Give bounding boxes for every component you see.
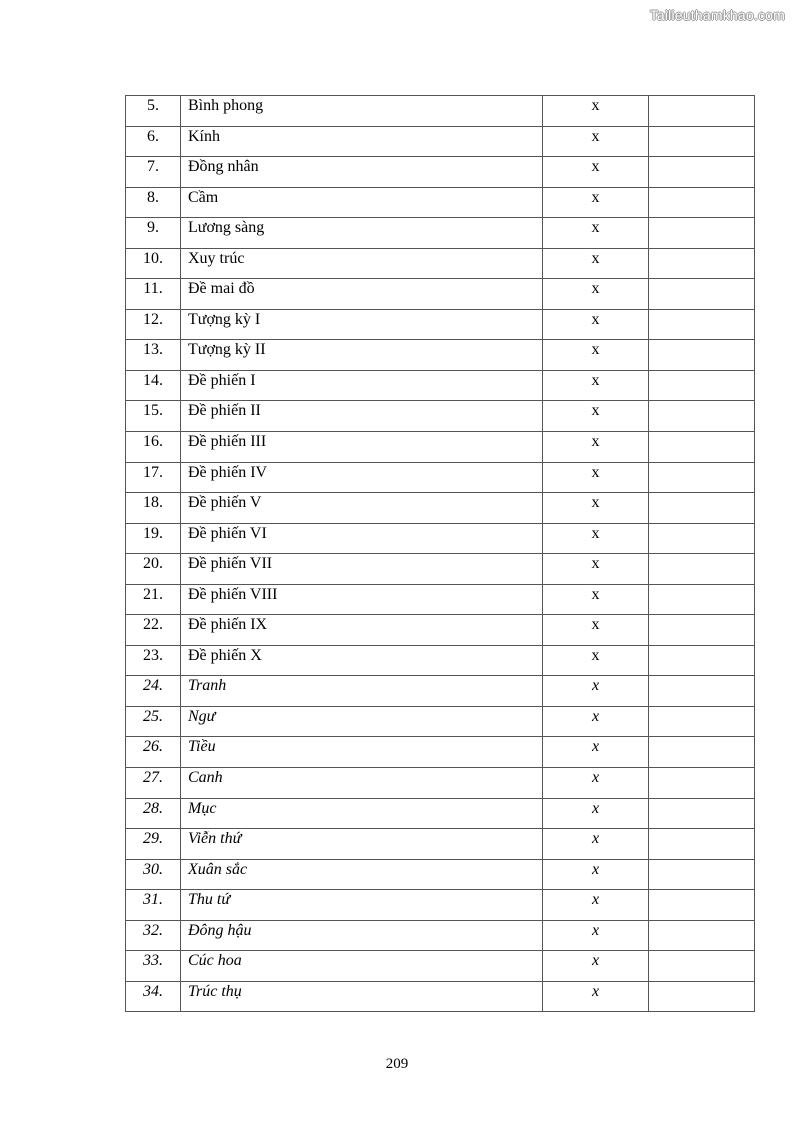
row-name: Cầm bbox=[181, 187, 543, 218]
row-name: Đề phiến VI bbox=[181, 523, 543, 554]
row-mark: x bbox=[543, 615, 649, 646]
row-name: Đề mai đồ bbox=[181, 279, 543, 310]
row-number: 6. bbox=[126, 126, 181, 157]
row-number: 28. bbox=[126, 798, 181, 829]
row-extra bbox=[649, 523, 755, 554]
row-mark: x bbox=[543, 920, 649, 951]
table-row bbox=[126, 859, 755, 890]
table-row bbox=[126, 981, 755, 1012]
table-row bbox=[126, 768, 755, 799]
table-row bbox=[126, 462, 755, 493]
row-extra bbox=[649, 309, 755, 340]
row-extra bbox=[649, 401, 755, 432]
row-extra bbox=[649, 370, 755, 401]
row-mark: x bbox=[543, 401, 649, 432]
row-number: 10. bbox=[126, 248, 181, 279]
row-mark: x bbox=[543, 981, 649, 1012]
row-mark: x bbox=[543, 798, 649, 829]
row-mark: x bbox=[543, 890, 649, 921]
row-name: Tượng kỳ I bbox=[181, 309, 543, 340]
row-extra bbox=[649, 890, 755, 921]
table-row bbox=[126, 309, 755, 340]
row-name: Đề phiến X bbox=[181, 645, 543, 676]
row-extra bbox=[649, 554, 755, 585]
row-extra bbox=[649, 859, 755, 890]
row-extra bbox=[649, 951, 755, 982]
row-mark: x bbox=[543, 493, 649, 524]
row-number: 29. bbox=[126, 829, 181, 860]
row-mark: x bbox=[543, 187, 649, 218]
row-extra bbox=[649, 737, 755, 768]
row-extra bbox=[649, 218, 755, 249]
row-number: 13. bbox=[126, 340, 181, 371]
row-name: Bình phong bbox=[181, 96, 543, 127]
table-row bbox=[126, 279, 755, 310]
row-number: 18. bbox=[126, 493, 181, 524]
row-name: Canh bbox=[181, 768, 543, 799]
row-name: Đề phiến V bbox=[181, 493, 543, 524]
row-mark: x bbox=[543, 706, 649, 737]
row-extra bbox=[649, 981, 755, 1012]
row-number: 25. bbox=[126, 706, 181, 737]
row-number: 11. bbox=[126, 279, 181, 310]
row-name: Cúc hoa bbox=[181, 951, 543, 982]
table-row bbox=[126, 676, 755, 707]
row-number: 19. bbox=[126, 523, 181, 554]
row-mark: x bbox=[543, 309, 649, 340]
table-row bbox=[126, 432, 755, 463]
row-mark: x bbox=[543, 340, 649, 371]
table-row bbox=[126, 96, 755, 127]
row-name: Viễn thứ bbox=[181, 829, 543, 860]
row-name: Kính bbox=[181, 126, 543, 157]
row-extra bbox=[649, 676, 755, 707]
row-extra bbox=[649, 493, 755, 524]
table-row bbox=[126, 523, 755, 554]
row-extra bbox=[649, 615, 755, 646]
row-extra bbox=[649, 126, 755, 157]
row-number: 5. bbox=[126, 96, 181, 127]
row-extra bbox=[649, 157, 755, 188]
table-row bbox=[126, 218, 755, 249]
row-mark: x bbox=[543, 279, 649, 310]
row-extra bbox=[649, 340, 755, 371]
table-row bbox=[126, 584, 755, 615]
table-row bbox=[126, 706, 755, 737]
row-mark: x bbox=[543, 523, 649, 554]
page-number: 209 bbox=[385, 1056, 409, 1072]
row-mark: x bbox=[543, 768, 649, 799]
row-number: 20. bbox=[126, 554, 181, 585]
row-mark: x bbox=[543, 737, 649, 768]
row-name: Đề phiến II bbox=[181, 401, 543, 432]
poem-list-table bbox=[125, 95, 755, 1012]
row-extra bbox=[649, 187, 755, 218]
row-name: Xuy trúc bbox=[181, 248, 543, 279]
row-name: Đề phiến III bbox=[181, 432, 543, 463]
row-name: Trúc thụ bbox=[181, 981, 543, 1012]
table-row bbox=[126, 798, 755, 829]
row-number: 27. bbox=[126, 768, 181, 799]
row-name: Đề phiến I bbox=[181, 370, 543, 401]
row-number: 24. bbox=[126, 676, 181, 707]
row-extra bbox=[649, 248, 755, 279]
row-name: Mục bbox=[181, 798, 543, 829]
row-extra bbox=[649, 96, 755, 127]
row-mark: x bbox=[543, 584, 649, 615]
row-mark: x bbox=[543, 645, 649, 676]
row-name: Tranh bbox=[181, 676, 543, 707]
row-mark: x bbox=[543, 248, 649, 279]
row-number: 34. bbox=[126, 981, 181, 1012]
row-number: 30. bbox=[126, 859, 181, 890]
table-row bbox=[126, 157, 755, 188]
table-row bbox=[126, 126, 755, 157]
row-name: Đề phiến IX bbox=[181, 615, 543, 646]
row-mark: x bbox=[543, 370, 649, 401]
row-mark: x bbox=[543, 126, 649, 157]
row-mark: x bbox=[543, 96, 649, 127]
row-number: 17. bbox=[126, 462, 181, 493]
row-extra bbox=[649, 920, 755, 951]
row-name: Ngư bbox=[181, 706, 543, 737]
row-number: 9. bbox=[126, 218, 181, 249]
row-name: Tiều bbox=[181, 737, 543, 768]
table-body bbox=[126, 96, 755, 1012]
row-extra bbox=[649, 584, 755, 615]
row-number: 26. bbox=[126, 737, 181, 768]
row-name: Đề phiến IV bbox=[181, 462, 543, 493]
row-mark: x bbox=[543, 218, 649, 249]
row-extra bbox=[649, 798, 755, 829]
row-mark: x bbox=[543, 859, 649, 890]
row-number: 31. bbox=[126, 890, 181, 921]
row-number: 12. bbox=[126, 309, 181, 340]
row-extra bbox=[649, 279, 755, 310]
row-extra bbox=[649, 768, 755, 799]
row-extra bbox=[649, 462, 755, 493]
row-number: 23. bbox=[126, 645, 181, 676]
row-number: 8. bbox=[126, 187, 181, 218]
row-name: Tượng kỳ II bbox=[181, 340, 543, 371]
table-row bbox=[126, 920, 755, 951]
row-number: 33. bbox=[126, 951, 181, 982]
table-row bbox=[126, 340, 755, 371]
row-mark: x bbox=[543, 432, 649, 463]
row-number: 7. bbox=[126, 157, 181, 188]
row-extra bbox=[649, 829, 755, 860]
row-number: 16. bbox=[126, 432, 181, 463]
row-mark: x bbox=[543, 554, 649, 585]
row-name: Đề phiến VIII bbox=[181, 584, 543, 615]
row-name: Lương sàng bbox=[181, 218, 543, 249]
row-name: Đề phiến VII bbox=[181, 554, 543, 585]
row-number: 22. bbox=[126, 615, 181, 646]
table-row bbox=[126, 615, 755, 646]
table-row bbox=[126, 951, 755, 982]
row-number: 32. bbox=[126, 920, 181, 951]
row-mark: x bbox=[543, 829, 649, 860]
row-mark: x bbox=[543, 462, 649, 493]
table-row bbox=[126, 370, 755, 401]
table-row bbox=[126, 248, 755, 279]
table-row bbox=[126, 737, 755, 768]
row-mark: x bbox=[543, 676, 649, 707]
row-name: Đông hậu bbox=[181, 920, 543, 951]
row-mark: x bbox=[543, 951, 649, 982]
row-name: Xuân sắc bbox=[181, 859, 543, 890]
table-row bbox=[126, 493, 755, 524]
table-row bbox=[126, 645, 755, 676]
row-name: Đồng nhân bbox=[181, 157, 543, 188]
row-extra bbox=[649, 432, 755, 463]
row-number: 15. bbox=[126, 401, 181, 432]
table-row bbox=[126, 829, 755, 860]
table-row bbox=[126, 554, 755, 585]
row-extra bbox=[649, 706, 755, 737]
table-row bbox=[126, 401, 755, 432]
row-name: Thu tứ bbox=[181, 890, 543, 921]
row-mark: x bbox=[543, 157, 649, 188]
table-row bbox=[126, 187, 755, 218]
row-extra bbox=[649, 645, 755, 676]
row-number: 14. bbox=[126, 370, 181, 401]
row-number: 21. bbox=[126, 584, 181, 615]
watermark: Tailieuthamkhao.com bbox=[649, 7, 785, 23]
table-row bbox=[126, 890, 755, 921]
